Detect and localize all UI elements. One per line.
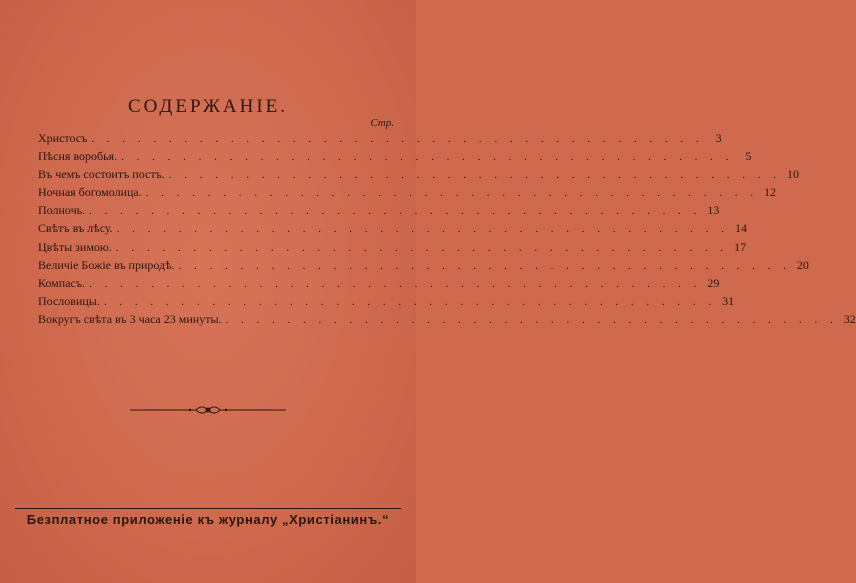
toc-entry-page: 31 [722, 293, 735, 308]
toc-entry-title: Полночь. [38, 203, 86, 218]
toc-entry-page: 14 [734, 221, 747, 236]
toc-entry-page: 17 [734, 239, 747, 254]
toc-entry-title: Христосъ [38, 131, 88, 145]
footer-rule [15, 508, 401, 509]
toc-entry-title: Въ чемъ состоитъ постъ. [38, 167, 165, 182]
toc-dot-leader: . . . . . . . . . . . . . . . . . . . . . . . . . . . . . . . . . . . . . . . . [89, 205, 702, 218]
toc-entry-page: 5 [745, 149, 752, 164]
toc-entry-page: 12 [764, 185, 777, 200]
toc-dot-leader: . . . . . . . . . . . . . . . . . . . . . . . . . . . . . . . . . . . . . . . . [225, 313, 838, 326]
toc-dot-leader: . . . . . . . . . . . . . . . . . . . . . . . . . . . . . . . . . . . . . . . . [115, 241, 729, 254]
table-of-contents [38, 131, 856, 330]
toc-entry-page: 20 [796, 257, 809, 272]
toc-dot-leader: . . . . . . . . . . . . . . . . . . . . . . . . . . . . . . . . . . . . . . . . [121, 151, 734, 164]
toc-entry-page: 32 [843, 311, 856, 326]
toc-entry-title: Величiе Божiе въ природѣ. [38, 257, 175, 272]
toc-entry-title: Ночная богомолица. [38, 185, 142, 200]
toc-entry [38, 203, 720, 221]
toc-entry-title: Цвѣты зимою. [38, 239, 112, 254]
toc-entry [38, 293, 735, 312]
toc-dot-leader: . . . . . . . . . . . . . . . . . . . . . . . . . . . . . . . . . . . . . . . . [168, 169, 782, 182]
toc-entry [38, 185, 777, 203]
toc-entry-title: Вокругъ свѣта въ 3 часа 23 минуты. [38, 311, 222, 326]
toc-entry [38, 221, 747, 239]
toc-entry-title: Пѣсня воробья. [38, 149, 118, 164]
toc-dot-leader: . . . . . . . . . . . . . . . . . . . . . . . . . . . . . . . . . . . . . . . . [89, 277, 702, 290]
toc-dot-leader: . . . . . . . . . . . . . . . . . . . . . . . . . . . . . . . . . . . . . . . . [116, 223, 729, 236]
ornament-divider [128, 403, 288, 417]
toc-entry [38, 131, 722, 149]
toc-entry [38, 275, 720, 294]
toc-entry [38, 149, 752, 167]
toc-entry-page: 29 [707, 275, 720, 290]
toc-entry-page: 13 [707, 203, 720, 218]
toc-entry [38, 311, 856, 330]
toc-entry-title: Свѣтъ въ лѣсу. [38, 221, 113, 236]
toc-dot-leader: . . . . . . . . . . . . . . . . . . . . . . . . . . . . . . . . . . . . . . . . [178, 259, 791, 272]
toc-dot-leader: . . . . . . . . . . . . . . . . . . . . . . . . . . . . . . . . . . . . . . . . [145, 187, 759, 200]
toc-entry [38, 239, 747, 258]
toc-dot-leader: . . . . . . . . . . . . . . . . . . . . . . . . . . . . . . . . . . . . . . . . [103, 295, 717, 308]
toc-entry-title: Пословицы. [38, 293, 100, 308]
page-column-label: Стр. [370, 117, 394, 129]
toc-entry [38, 257, 809, 276]
toc-entry [38, 167, 800, 185]
toc-dot-leader: . . . . . . . . . . . . . . . . . . . . . . . . . . . . . . . . . . . . . . . . [91, 133, 704, 145]
toc-entry-title: Компасъ. [38, 275, 86, 290]
toc-entry-page: 10 [787, 167, 800, 182]
toc-entry-page: 3 [715, 131, 722, 145]
page-title: СОДЕРЖАНIЕ. [127, 96, 289, 117]
footer-note: Безплатное приложенiе къ журналу „Христiанинъ.“ [26, 512, 390, 527]
